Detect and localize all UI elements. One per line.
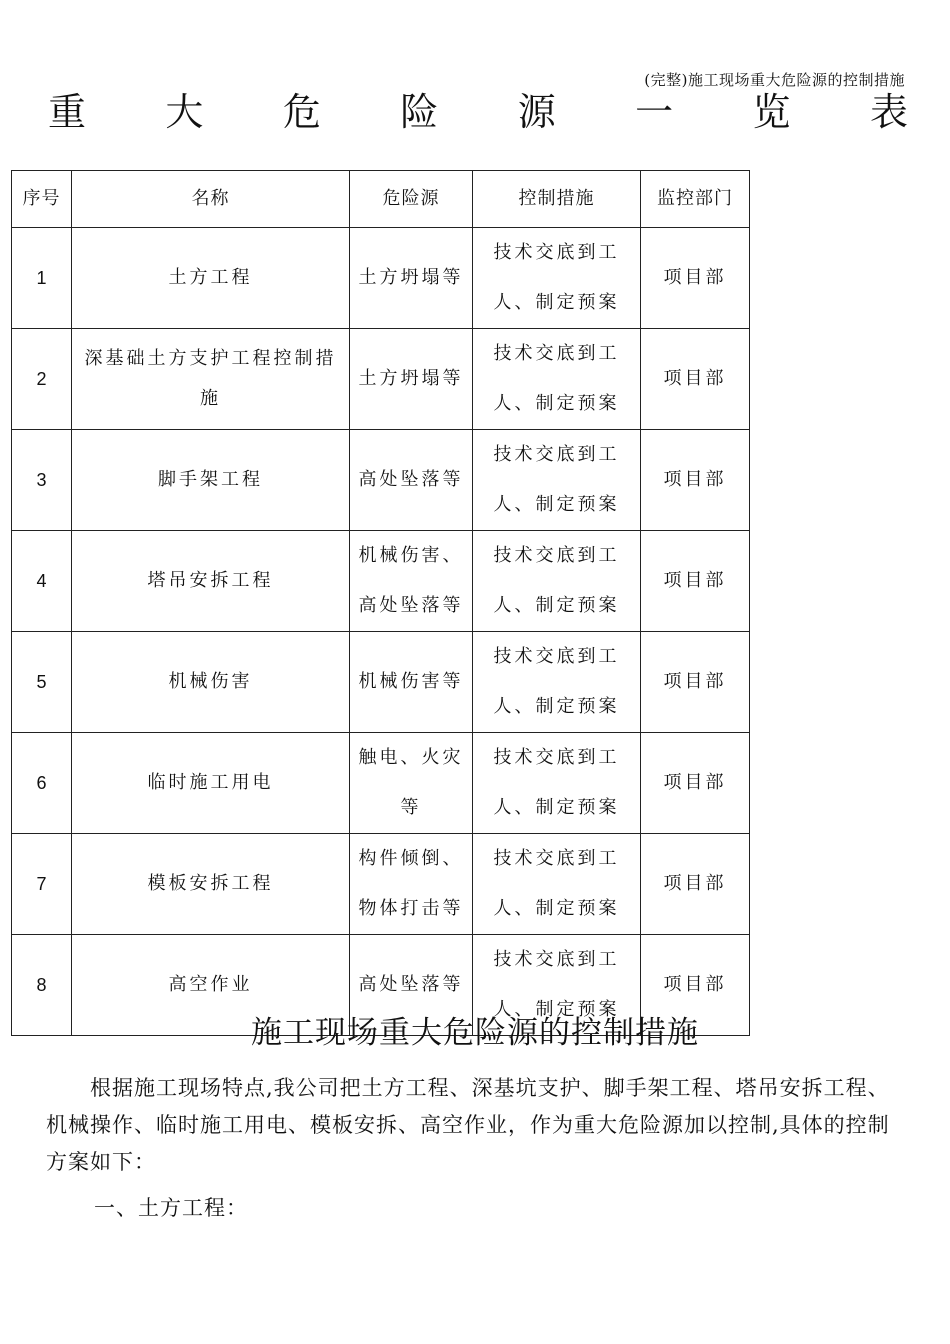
table-row [12,430,750,531]
row-index: 7 [12,834,72,935]
row-monitor-dept: 项目部 [641,632,750,733]
title-char: 险 [400,90,439,134]
header-name: 名称 [72,171,350,228]
table-row [12,228,750,329]
header-index: 序号 [12,171,72,228]
row-control-measure: 技术交底到工人、制定预案 [473,733,641,834]
row-name: 深基础土方支护工程控制措施 [72,329,350,430]
row-name: 土方工程 [72,228,350,329]
row-control-measure: 技术交底到工人、制定预案 [473,329,641,430]
title-char: 览 [752,90,791,134]
row-hazard: 触电、火灾等 [350,733,473,834]
table-row [12,531,750,632]
row-name: 模板安拆工程 [72,834,350,935]
row-monitor-dept: 项目部 [641,935,750,1036]
row-hazard: 土方坍塌等 [350,329,473,430]
title-char: 危 [282,90,321,134]
row-hazard: 构件倾倒、物体打击等 [350,834,473,935]
row-name: 机械伤害 [72,632,350,733]
row-hazard: 机械伤害等 [350,632,473,733]
row-hazard: 高处坠落等 [350,935,473,1036]
row-index: 1 [12,228,72,329]
header-monitor-dept: 监控部门 [641,171,750,228]
row-name: 临时施工用电 [72,733,350,834]
row-control-measure: 技术交底到工人、制定预案 [473,531,641,632]
row-monitor-dept: 项目部 [641,329,750,430]
row-monitor-dept: 项目部 [641,834,750,935]
table-row [12,733,750,834]
row-hazard: 土方坍塌等 [350,228,473,329]
row-monitor-dept: 项目部 [641,430,750,531]
section-title: 施工现场重大危险源的控制措施 [251,1015,699,1051]
row-index: 4 [12,531,72,632]
title-char: 源 [517,90,556,134]
running-header: (完整)施工现场重大危险源的控制措施 [644,71,905,89]
header-hazard: 危险源 [350,171,473,228]
row-control-measure: 技术交底到工人、制定预案 [473,935,641,1036]
row-hazard: 高处坠落等 [350,430,473,531]
intro-paragraph: 根据施工现场特点,我公司把土方工程、深基坑支护、脚手架工程、塔吊安拆工程、机械操作、临时施工用电、模板安拆、高空作业，作为重大危险源加以控制,具体的控制方案如下： [46,1076,890,1174]
row-control-measure: 技术交底到工人、制定预案 [473,430,641,531]
row-index: 6 [12,733,72,834]
row-monitor-dept: 项目部 [641,733,750,834]
table-row [12,329,750,430]
title-char: 一 [635,90,674,134]
row-monitor-dept: 项目部 [641,531,750,632]
hazard-list-title [48,88,908,136]
row-control-measure: 技术交底到工人、制定预案 [473,632,641,733]
row-name: 脚手架工程 [72,430,350,531]
row-name: 高空作业 [72,935,350,1036]
title-char: 重 [48,90,87,134]
row-monitor-dept: 项目部 [641,228,750,329]
table-header-row [12,171,750,228]
row-control-measure: 技术交底到工人、制定预案 [473,834,641,935]
row-name: 塔吊安拆工程 [72,531,350,632]
title-char: 表 [869,90,908,134]
table-row [12,632,750,733]
subheading-earthwork: 一、土方工程： [94,1196,248,1220]
row-index: 5 [12,632,72,733]
table-row [12,834,750,935]
hazard-table [11,170,750,1036]
title-char: 大 [165,90,204,134]
row-index: 8 [12,935,72,1036]
row-index: 2 [12,329,72,430]
header-control-measure: 控制措施 [473,171,641,228]
row-index: 3 [12,430,72,531]
row-hazard: 机械伤害、高处坠落等 [350,531,473,632]
row-control-measure: 技术交底到工人、制定预案 [473,228,641,329]
